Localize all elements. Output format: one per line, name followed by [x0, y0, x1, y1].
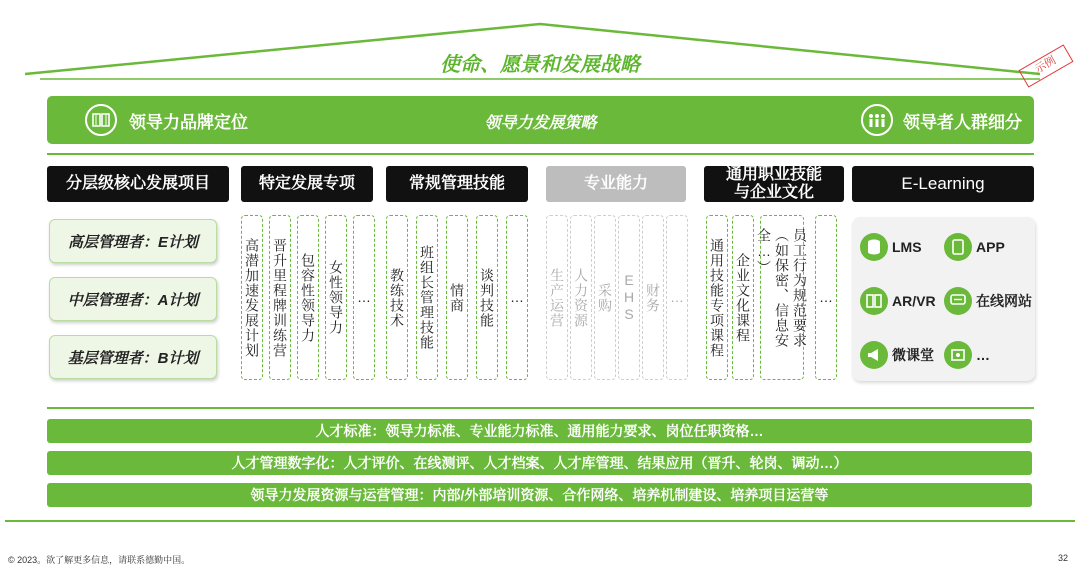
vr-headset-icon [860, 287, 888, 315]
header-core-projects: 分层级核心发展项目 [47, 166, 229, 202]
pro-item-more: … [666, 215, 688, 380]
header-professional: 专业能力 [546, 166, 686, 202]
header-general-line1: 通用职业技能 [725, 166, 822, 183]
general-item: 员工行为规范要求（如保密、信息安全…） [760, 215, 804, 380]
divider-middle [47, 407, 1034, 409]
pro-item: 人力资源 [570, 215, 592, 380]
mgmt-item: 谈判技能 [476, 215, 498, 380]
header-elearning: E-Learning [852, 166, 1034, 202]
plan-junior: 基层管理者：B计划 [49, 335, 217, 379]
elearning-item: LMS [860, 233, 922, 261]
mobile-app-icon [944, 233, 972, 261]
pro-item: 采购 [594, 215, 616, 380]
general-item: 企业文化课程 [732, 215, 754, 380]
mission-vision-title: 使命、愿景和发展战略 [440, 54, 640, 76]
header-special-programs: 特定发展专项 [241, 166, 373, 202]
pro-item: EHS [618, 215, 640, 380]
leadership-resource-bar: 领导力发展资源与运营管理：内部/外部培训资源、合作网络、培养机制建设、培养项目运营等 [47, 483, 1032, 507]
elearning-item: AR/VR [860, 287, 936, 315]
people-group-icon [861, 104, 893, 136]
elearning-item: … [944, 341, 990, 369]
general-item: 通用技能专项课程 [706, 215, 728, 380]
header-general-line2: 与企业文化 [733, 184, 814, 201]
mgmt-item: 教练技术 [386, 215, 408, 380]
chat-online-icon [944, 287, 972, 315]
general-item-more: … [815, 215, 837, 380]
pro-item: 财务 [642, 215, 664, 380]
brand-positioning-label: 领导力品牌定位 [129, 112, 248, 132]
special-item-more: … [353, 215, 375, 380]
elearning-panel [852, 217, 1035, 381]
leader-segmentation-label: 领导者人群细分 [903, 112, 1022, 132]
strategy-center-label: 领导力发展策略 [484, 115, 597, 132]
header-general-skills [704, 166, 844, 202]
elearning-item: 在线网站 [944, 287, 1032, 315]
screen-icon [944, 341, 972, 369]
page-number: 32 [1058, 553, 1069, 563]
talent-digital-bar: 人才管理数字化：人才评价、在线测评、人才档案、人才库管理、结果应用（晋升、轮岗、调动…） [47, 451, 1032, 475]
plan-senior: 高层管理者：E计划 [49, 219, 217, 263]
database-icon [860, 233, 888, 261]
header-mgmt-skills: 常规管理技能 [386, 166, 528, 202]
pro-item: 生产运营 [546, 215, 568, 380]
elearning-item: 微课堂 [860, 341, 934, 369]
divider-top [47, 153, 1034, 155]
special-item: 包容性领导力 [297, 215, 319, 380]
talent-standard-bar: 人才标准：领导力标准、专业能力标准、通用能力要求、岗位任职资格… [47, 419, 1032, 443]
mgmt-item: 班组长管理技能 [416, 215, 438, 380]
example-stamp: 示例 [1018, 44, 1073, 87]
copyright-text: © 2023。欲了解更多信息，请联系德勤中国。 [8, 555, 191, 565]
mgmt-item: 情商 [446, 215, 468, 380]
plan-middle: 中层管理者：A计划 [49, 277, 217, 321]
special-item: 高潜加速发展计划 [241, 215, 263, 380]
divider-bottom [5, 520, 1075, 522]
megaphone-icon [860, 341, 888, 369]
mgmt-item-more: … [506, 215, 528, 380]
strategy-bar [47, 96, 1034, 144]
elearning-item: APP [944, 233, 1005, 261]
special-item: 女性领导力 [325, 215, 347, 380]
special-item: 晋升里程牌训练营 [269, 215, 291, 380]
